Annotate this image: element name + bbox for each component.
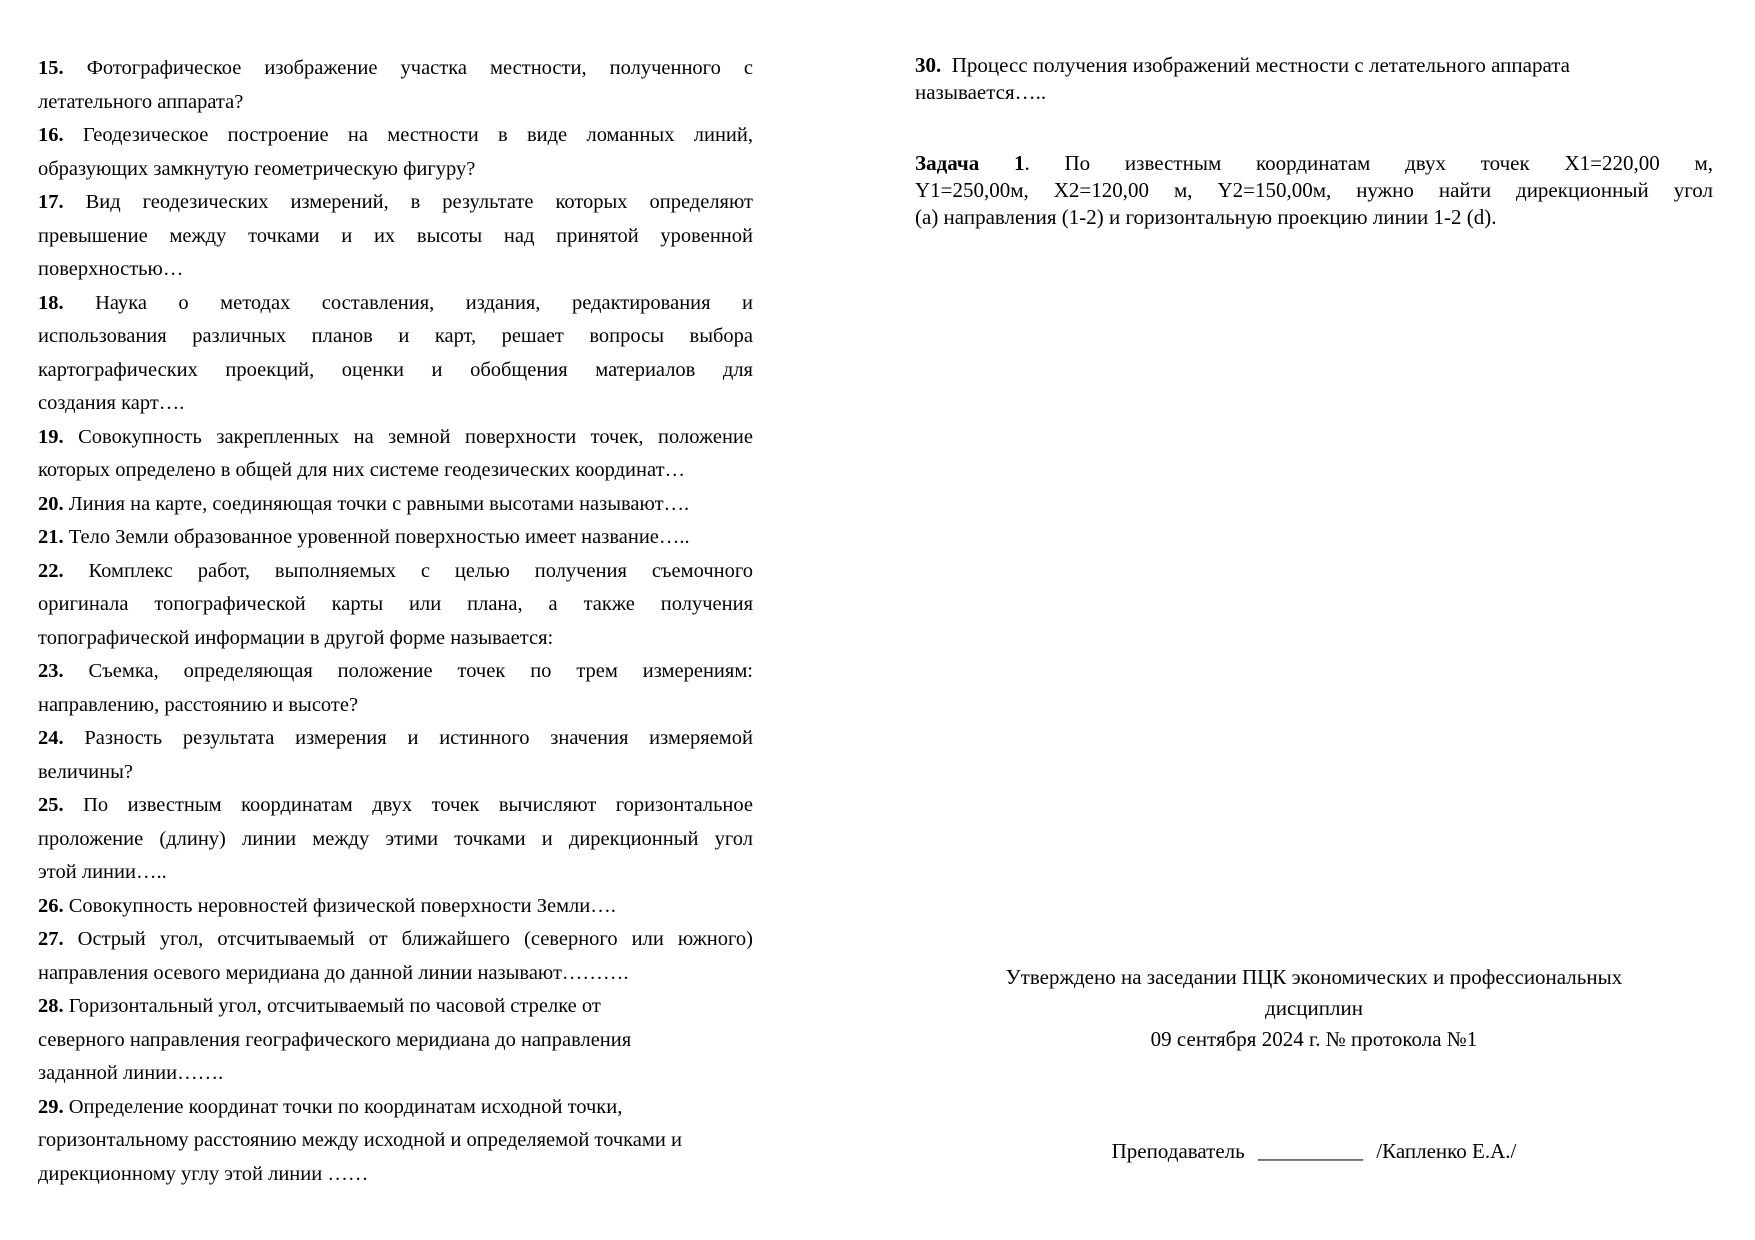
text-line: использования различных планов и карт, решает вопросы выбора	[38, 325, 753, 347]
paragraph-number: 26.	[38, 894, 64, 917]
text-line: 27. Острый угол, отсчитываемый от ближайшего (северного или южного)	[38, 928, 753, 950]
paragraph-number: 25.	[38, 794, 64, 816]
text-line: 28. Горизонтальный угол, отсчитываемый по часовой стрелке от	[38, 995, 601, 1017]
text-line: 21. Тело Земли образованное уровенной поверхностью имеет название…..	[38, 526, 690, 548]
paragraph-number: 24.	[38, 727, 64, 749]
paragraph-number: 16.	[38, 124, 64, 146]
text-line: Задача 1. По известным координатам двух точек X1=220,00 м,	[915, 151, 1713, 175]
text-line: 15. Фотографическое изображение участка местности, полученного с	[38, 57, 753, 79]
text-line: величины?	[38, 760, 133, 783]
paragraph-number: 22.	[38, 559, 64, 582]
question-19	[38, 421, 753, 488]
paragraph-number: 21.	[38, 526, 64, 548]
text-line: образующих замкнутую геометрическую фигуру?	[38, 157, 476, 180]
text-line: этой линии…..	[38, 861, 167, 883]
text-line: заданной линии…….	[38, 1062, 224, 1084]
text-line: проложение (длину) линии между этими точками и дирекционный угол	[38, 827, 753, 850]
approval-line: дисциплин	[1265, 996, 1363, 1020]
questions-column-right	[915, 52, 1713, 1165]
question-23	[38, 655, 753, 722]
text-line: дирекционному углу этой линии ……	[38, 1162, 369, 1185]
question-18	[38, 287, 753, 421]
teacher-name: /Капленко Е.А./	[1376, 1139, 1517, 1163]
paragraph-number: 20.	[38, 492, 64, 515]
question-26	[38, 890, 753, 924]
approval-line: Утверждено на заседании ПЦК экономических и профессиональных	[1005, 965, 1623, 989]
text-line: Y1=250,00м, X2=120,00 м, Y2=150,00м, нужно найти дирекционный угол	[915, 178, 1713, 202]
text-line: создания карт….	[38, 392, 185, 414]
paragraph-number: 15.	[38, 57, 64, 79]
text-line: (a) направления (1-2) и горизонтальную проекцию линии 1-2 (d).	[915, 205, 1497, 229]
question-29	[38, 1091, 753, 1192]
paragraph-number: 27.	[38, 928, 64, 950]
right-column-paragraphs	[915, 52, 1713, 231]
question-20	[38, 488, 753, 522]
text-line: которых определено в общей для них системе геодезических координат…	[38, 459, 686, 481]
question-17	[38, 186, 753, 287]
text-line: 26. Совокупность неровностей физической поверхности Земли….	[38, 894, 616, 917]
text-line: 19. Совокупность закрепленных на земной поверхности точек, положение	[38, 425, 753, 448]
text-line: называется…..	[915, 80, 1047, 104]
paragraph-number: 17.	[38, 191, 64, 213]
question-25	[38, 789, 753, 890]
approval-line: 09 сентября 2024 г. № протокола №1	[1150, 1027, 1478, 1051]
text-line: горизонтальному расстоянию между исходной и определяемой точками и	[38, 1129, 682, 1151]
text-line: оригинала топографической карты или плана, а также получения	[38, 593, 753, 615]
question-24	[38, 722, 753, 789]
text-line: 22. Комплекс работ, выполняемых с целью получения съемочного	[38, 559, 753, 582]
paragraph-number: Задача 1	[915, 151, 1025, 175]
text-line: топографической информации в другой форме называется:	[38, 626, 554, 649]
text-line: летательного аппарата?	[38, 90, 244, 113]
signature-blank: __________	[1258, 1139, 1363, 1163]
signature-line	[915, 1138, 1713, 1165]
text-line: 23. Съемка, определяющая положение точек по трем измерениям:	[38, 660, 753, 682]
paragraph-number: 18.	[38, 291, 64, 314]
text-line: 18. Наука о методах составления, издания, редактирования и	[38, 291, 753, 314]
text-line: 20. Линия на карте, соединяющая точки с равными высотами называют….	[38, 492, 690, 515]
approval-block	[915, 962, 1713, 1055]
paragraph-number: 29.	[38, 1095, 64, 1118]
paragraph-number: 28.	[38, 995, 64, 1017]
task-1	[915, 150, 1713, 231]
text-line: поверхностью…	[38, 258, 184, 280]
paragraph-number: 30.	[915, 53, 942, 77]
text-line: 24. Разность результата измерения и истинного значения измеряемой	[38, 727, 753, 749]
text-line: превышение между точками и их высоты над принятой уровенной	[38, 224, 753, 247]
question-27	[38, 923, 753, 990]
question-30	[915, 52, 1713, 106]
text-line: направлению, расстоянию и высоте?	[38, 693, 359, 716]
text-line: 29. Определение координат точки по координатам исходной точки,	[38, 1095, 623, 1118]
paragraph-number: 23.	[38, 660, 64, 682]
text-line: 17. Вид геодезических измерений, в результате которых определяют	[38, 191, 753, 213]
question-16	[38, 119, 753, 186]
teacher-label: Преподаватель	[1111, 1139, 1245, 1163]
questions-column-left	[38, 52, 753, 1191]
question-21	[38, 521, 753, 555]
text-line: направления осевого меридиана до данной линии называют……….	[38, 961, 629, 984]
text-line: северного направления географического меридиана до направления	[38, 1028, 632, 1051]
text-line: 30. Процесс получения изображений местности с летательного аппарата	[915, 53, 1570, 77]
question-28	[38, 990, 753, 1091]
paragraph-number: 19.	[38, 425, 64, 448]
text-line: 16. Геодезическое построение на местности в виде ломанных линий,	[38, 124, 753, 146]
text-line: картографических проекций, оценки и обобщения материалов для	[38, 358, 753, 381]
text-line: 25. По известным координатам двух точек вычисляют горизонтальное	[38, 794, 753, 816]
question-15	[38, 52, 753, 119]
question-22	[38, 555, 753, 656]
